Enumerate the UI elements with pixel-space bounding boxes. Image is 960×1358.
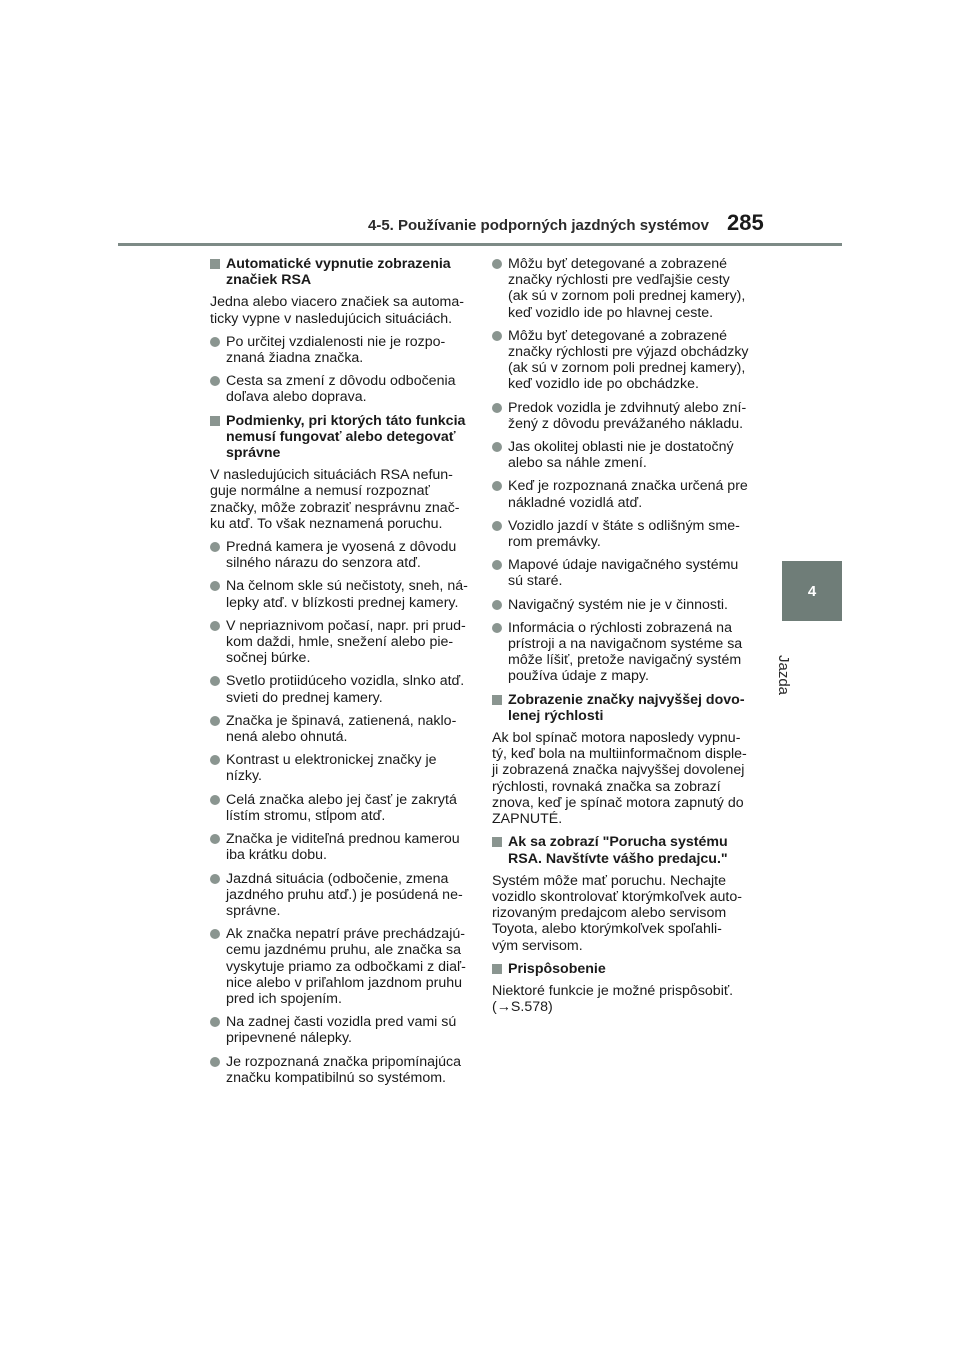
text-line: (ak sú v zornom poli prednej kamery), bbox=[508, 360, 746, 377]
list-item bbox=[492, 478, 754, 510]
text-line: lepky atď. v blízkosti prednej kamery. bbox=[226, 594, 459, 611]
round-bullet-icon bbox=[210, 929, 220, 939]
text-line: (→S.578) bbox=[492, 999, 553, 1016]
text-line: V nepriaznivom počasí, napr. pri prud- bbox=[226, 617, 466, 634]
text-line: nízky. bbox=[226, 768, 263, 785]
text-line: Mapové údaje navigačného systému bbox=[508, 557, 739, 574]
paragraph bbox=[492, 730, 754, 827]
round-bullet-icon bbox=[210, 716, 220, 726]
list-item-text bbox=[226, 334, 445, 366]
text-line: Na čelnom skle sú nečistoty, sneh, ná- bbox=[226, 578, 468, 595]
list-item-text bbox=[508, 328, 749, 393]
round-bullet-icon bbox=[492, 442, 502, 452]
round-bullet-icon bbox=[492, 259, 502, 269]
round-bullet-icon bbox=[210, 874, 220, 884]
text-line: môže líšiť, pretože navigačný systém bbox=[508, 652, 742, 669]
text-line: Cesta sa zmení z dôvodu odbočenia bbox=[226, 373, 456, 390]
text-line: Je rozpoznaná značka pripomínajúca bbox=[226, 1053, 462, 1070]
text-line: guje normálne a nemusí rozpoznať bbox=[210, 483, 430, 500]
chapter-tab-label: Jazda bbox=[774, 655, 792, 696]
list-item-text bbox=[226, 373, 456, 405]
round-bullet-icon bbox=[210, 1017, 220, 1027]
text-line: sú staré. bbox=[508, 573, 563, 590]
list-item-text bbox=[508, 620, 742, 685]
text-line: Systém môže mať poruchu. Nechajte bbox=[492, 872, 726, 889]
text-line: svieti do prednej kamery. bbox=[226, 689, 383, 706]
text-line: Podmienky, pri ktorých táto funkcia bbox=[226, 412, 466, 429]
text-line: Keď je rozpoznaná značka určená pre bbox=[508, 478, 748, 495]
round-bullet-icon bbox=[492, 403, 502, 413]
text-line: rom premávky. bbox=[508, 534, 601, 551]
list-item bbox=[210, 618, 468, 667]
text-line: rýchlosti, rovnaká značka sa zobrazí bbox=[492, 778, 721, 795]
list-item-text bbox=[226, 618, 466, 667]
text-line: nená alebo ohnutá. bbox=[226, 729, 348, 746]
text-line: pripevnené nálepky. bbox=[226, 1030, 352, 1047]
text-line: doľava alebo doprava. bbox=[226, 389, 367, 406]
paragraph bbox=[210, 467, 468, 532]
section-heading bbox=[492, 834, 754, 866]
text-line: nemusí fungovať alebo detegovať bbox=[226, 428, 456, 445]
list-item-text bbox=[508, 439, 734, 471]
text-line: sočnej búrke. bbox=[226, 650, 311, 667]
header-rule bbox=[118, 243, 842, 246]
list-item bbox=[492, 620, 754, 685]
heading-text bbox=[508, 961, 606, 977]
round-bullet-icon bbox=[210, 581, 220, 591]
text-line: vým servisom. bbox=[492, 937, 583, 954]
text-line: značku kompatibilnú so systémom. bbox=[226, 1069, 446, 1086]
section-heading bbox=[210, 256, 468, 288]
list-item-text bbox=[226, 1014, 456, 1046]
text-line: (ak sú v zornom poli prednej kamery), bbox=[508, 288, 746, 305]
paragraph bbox=[210, 294, 468, 326]
text-line: ji zobrazená značka najvyššej dovolenej bbox=[492, 762, 745, 779]
left-column bbox=[210, 256, 468, 1093]
text-line: nákladné vozidlá atď. bbox=[508, 494, 643, 511]
round-bullet-icon bbox=[210, 834, 220, 844]
list-item-text bbox=[226, 713, 456, 745]
text-line: vozidlo skontrolovať ktorýmkoľvek auto- bbox=[492, 888, 742, 905]
square-bullet-icon bbox=[210, 259, 220, 269]
square-bullet-icon bbox=[210, 416, 220, 426]
list-item-text bbox=[226, 539, 456, 571]
text-line: iba krátku dobu. bbox=[226, 847, 327, 864]
list-item bbox=[210, 334, 468, 366]
list-item bbox=[492, 597, 754, 613]
round-bullet-icon bbox=[492, 331, 502, 341]
bullet-list bbox=[210, 539, 468, 1086]
list-item-text bbox=[508, 400, 746, 432]
text-line: Jas okolitej oblasti nie je dostatočný bbox=[508, 439, 734, 456]
round-bullet-icon bbox=[492, 560, 502, 570]
text-line: prístroji a na navigačnom systéme sa bbox=[508, 636, 743, 653]
list-item-text bbox=[508, 478, 748, 510]
list-item-text bbox=[226, 578, 468, 610]
list-item-text bbox=[508, 256, 745, 321]
text-line: používa údaje z mapy. bbox=[508, 668, 649, 685]
text-line: Môžu byť detegované a zobrazené bbox=[508, 256, 728, 272]
chapter-tab[interactable]: 4 bbox=[782, 561, 842, 621]
list-item bbox=[210, 792, 468, 824]
list-item bbox=[210, 1014, 468, 1046]
list-item bbox=[210, 752, 468, 784]
list-item bbox=[210, 673, 468, 705]
list-item bbox=[210, 926, 468, 1007]
round-bullet-icon bbox=[210, 542, 220, 552]
text-line: tý, keď bola na multiinformačnom disple- bbox=[492, 746, 747, 763]
list-item bbox=[492, 400, 754, 432]
list-item-text bbox=[508, 557, 738, 589]
text-line: ku atď. To však neznamená poruchu. bbox=[210, 515, 443, 532]
list-item bbox=[210, 578, 468, 610]
round-bullet-icon bbox=[492, 481, 502, 491]
text-line: znaná žiadna značka. bbox=[226, 350, 364, 367]
list-item-text bbox=[226, 871, 463, 920]
list-item bbox=[492, 256, 754, 321]
text-line: rizovaným predajcom alebo servisom bbox=[492, 905, 727, 922]
text-line: Prispôsobenie bbox=[508, 960, 606, 977]
text-line: Toyota, alebo ktorýmkoľvek spoľahli- bbox=[492, 921, 722, 938]
round-bullet-icon bbox=[210, 1057, 220, 1067]
text-line: značky rýchlosti pre výjazd obchádzky bbox=[508, 344, 749, 361]
text-line: Vozidlo jazdí v štáte s odlišným sme- bbox=[508, 517, 740, 534]
list-item-text bbox=[226, 926, 466, 1007]
list-item-text bbox=[226, 673, 464, 705]
text-line: Kontrast u elektronickej značky je bbox=[226, 752, 437, 769]
text-line: Svetlo protiidúceho vozidla, slnko atď. bbox=[226, 673, 465, 690]
round-bullet-icon bbox=[210, 621, 220, 631]
list-item-text bbox=[508, 597, 728, 613]
text-line: Ak značka nepatrí práve prechádzajú- bbox=[226, 926, 465, 943]
heading-text bbox=[226, 256, 451, 288]
text-line: Ak bol spínač motora naposledy vypnu- bbox=[492, 730, 741, 747]
text-line: keď vozidlo ide po obchádzke. bbox=[508, 376, 699, 393]
list-item-text bbox=[226, 1054, 461, 1086]
text-line: Predok vozidla je zdvihnutý alebo zní- bbox=[508, 399, 747, 416]
list-item-text bbox=[226, 752, 437, 784]
list-item bbox=[210, 1054, 468, 1086]
list-item bbox=[492, 518, 754, 550]
text-line: znova, keď je spínač motora zapnutý do bbox=[492, 794, 744, 811]
text-line: žený z dôvodu prevážaného nákladu. bbox=[508, 415, 744, 432]
round-bullet-icon bbox=[492, 600, 502, 610]
text-line: správne. bbox=[226, 902, 281, 919]
text-line: alebo sa náhle zmení. bbox=[508, 455, 647, 472]
text-line: Niektoré funkcie je možné prispôsobiť. bbox=[492, 982, 734, 999]
square-bullet-icon bbox=[492, 837, 502, 847]
list-item bbox=[210, 831, 468, 863]
heading-text bbox=[508, 834, 728, 866]
text-line: V nasledujúcich situáciách RSA nefun- bbox=[210, 467, 453, 484]
text-line: silného nárazu do senzora atď. bbox=[226, 555, 421, 572]
round-bullet-icon bbox=[210, 795, 220, 805]
text-line: Môžu byť detegované a zobrazené bbox=[508, 327, 728, 344]
list-item-text bbox=[508, 518, 740, 550]
square-bullet-icon bbox=[492, 964, 502, 974]
list-item-text bbox=[226, 831, 460, 863]
text-line: Jazdná situácia (odbočenie, zmena bbox=[226, 870, 449, 887]
list-item bbox=[210, 539, 468, 571]
text-line: keď vozidlo ide po hlavnej ceste. bbox=[508, 304, 714, 321]
text-line: RSA. Navštívte vášho predajcu." bbox=[508, 850, 728, 867]
section-heading bbox=[210, 413, 468, 462]
round-bullet-icon bbox=[210, 676, 220, 686]
text-line: nice alebo v priľahlom jazdnom pruhu bbox=[226, 974, 462, 991]
paragraph bbox=[492, 983, 754, 1015]
text-line: lístím stromu, stĺpom atď. bbox=[226, 807, 386, 824]
text-line: Ak sa zobrazí "Porucha systému bbox=[508, 834, 728, 851]
text-line: Zobrazenie značky najvyššej dovo- bbox=[508, 691, 745, 708]
text-line: Navigačný systém nie je v činnosti. bbox=[508, 596, 728, 613]
round-bullet-icon bbox=[492, 521, 502, 531]
page-number: 285 bbox=[727, 210, 764, 235]
chapter-title: 4-5. Používanie podporných jazdných systémov bbox=[368, 217, 709, 234]
section-heading bbox=[492, 692, 754, 724]
heading-text bbox=[508, 692, 745, 724]
text-line: Informácia o rýchlosti zobrazená na bbox=[508, 619, 732, 636]
section-heading bbox=[492, 961, 754, 977]
round-bullet-icon bbox=[210, 755, 220, 765]
text-line: Po určitej vzdialenosti nie je rozpo- bbox=[226, 333, 446, 350]
round-bullet-icon bbox=[210, 376, 220, 386]
text-line: pred ich spojením. bbox=[226, 990, 342, 1007]
heading-text bbox=[226, 413, 465, 462]
text-line: značky, môže zobraziť nesprávnu znač- bbox=[210, 499, 460, 516]
list-item bbox=[210, 713, 468, 745]
text-line: vyskytuje priamo za odbočkami z diaľ- bbox=[226, 958, 466, 975]
text-line: Automatické vypnutie zobrazenia bbox=[226, 256, 451, 272]
text-line: správne bbox=[226, 445, 281, 462]
text-line: jazdného pruhu atď.) je posúdená ne- bbox=[226, 886, 463, 903]
list-item-text bbox=[226, 792, 457, 824]
text-line: lenej rýchlosti bbox=[508, 707, 604, 724]
list-item bbox=[492, 439, 754, 471]
text-line: značky rýchlosti pre vedľajšie cesty bbox=[508, 272, 730, 289]
list-item bbox=[210, 871, 468, 920]
list-item bbox=[492, 557, 754, 589]
bullet-list bbox=[492, 256, 754, 685]
text-line: Značka je viditeľná prednou kamerou bbox=[226, 831, 460, 848]
text-line: Na zadnej časti vozidla pred vami sú bbox=[226, 1014, 457, 1031]
text-line: ticky vypne v nasledujúcich situáciách. bbox=[210, 310, 453, 327]
text-line: ZAPNUTÉ. bbox=[492, 811, 563, 828]
text-line: Značka je špinavá, zatienená, naklo- bbox=[226, 712, 457, 729]
text-line: Predná kamera je vyosená z dôvodu bbox=[226, 539, 457, 556]
text-line: značiek RSA bbox=[226, 272, 312, 289]
round-bullet-icon bbox=[492, 623, 502, 633]
text-line: cemu jazdnému pruhu, ale značka sa bbox=[226, 942, 462, 959]
square-bullet-icon bbox=[492, 695, 502, 705]
paragraph bbox=[492, 873, 754, 954]
right-column bbox=[492, 256, 754, 1022]
round-bullet-icon bbox=[210, 337, 220, 347]
text-line: kom daždi, hmle, snežení alebo pie- bbox=[226, 634, 454, 651]
text-line: Celá značka alebo jej časť je zakrytá bbox=[226, 791, 457, 808]
text-line: Jedna alebo viacero značiek sa automa- bbox=[210, 294, 464, 311]
list-item bbox=[210, 373, 468, 405]
list-item bbox=[492, 328, 754, 393]
bullet-list bbox=[210, 334, 468, 406]
